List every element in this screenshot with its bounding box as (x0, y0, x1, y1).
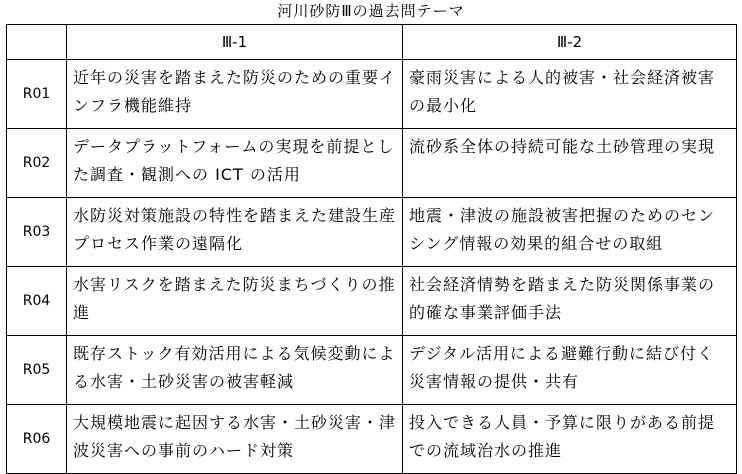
table-row (7, 60, 737, 129)
topic-cell-question-1: 近年の災害を踏まえた防災のための重要インフラ機能維持 (67, 60, 403, 129)
year-cell: R06 (7, 405, 67, 474)
header-question-2: Ⅲ-2 (403, 25, 737, 60)
topic-cell-question-1: データプラットフォームの実現を前提とした調査・観測への ICT の活用 (67, 129, 403, 198)
header-question-1: Ⅲ-1 (67, 25, 403, 60)
topic-cell-question-1: 水防災対策施設の特性を踏まえた建設生産プロセス作業の遠隔化 (67, 198, 403, 267)
topic-cell-question-1: 既存ストック有効活用による気候変動による水害・土砂災害の被害軽減 (67, 336, 403, 405)
topic-cell-question-2: 社会経済情勢を踏まえた防災関係事業の的確な事業評価手法 (403, 267, 737, 336)
table-row (7, 129, 737, 198)
table-row (7, 405, 737, 474)
year-cell: R05 (7, 336, 67, 405)
table-header-row (7, 25, 737, 60)
year-cell: R04 (7, 267, 67, 336)
topic-cell-question-2: 豪雨災害による人的被害・社会経済被害の最小化 (403, 60, 737, 129)
page-title: 河川砂防Ⅲの過去問テーマ (277, 2, 465, 20)
past-exam-theme-table (6, 24, 737, 474)
year-cell: R01 (7, 60, 67, 129)
header-corner-cell (7, 25, 67, 60)
year-cell: R02 (7, 129, 67, 198)
topic-cell-question-2: 投入できる人員・予算に限りがある前提での流域治水の推進 (403, 405, 737, 474)
topic-cell-question-2: 流砂系全体の持続可能な土砂管理の実現 (403, 129, 737, 198)
table-row (7, 336, 737, 405)
year-cell: R03 (7, 198, 67, 267)
topic-cell-question-2: 地震・津波の施設被害把握のためのセンシング情報の効果的組合せの取組 (403, 198, 737, 267)
topic-cell-question-1: 水害リスクを踏まえた防災まちづくりの推進 (67, 267, 403, 336)
table-row (7, 267, 737, 336)
topic-cell-question-2: デジタル活用による避難行動に結び付く災害情報の提供・共有 (403, 336, 737, 405)
topic-cell-question-1: 大規模地震に起因する水害・土砂災害・津波災害への事前のハード対策 (67, 405, 403, 474)
table-row (7, 198, 737, 267)
